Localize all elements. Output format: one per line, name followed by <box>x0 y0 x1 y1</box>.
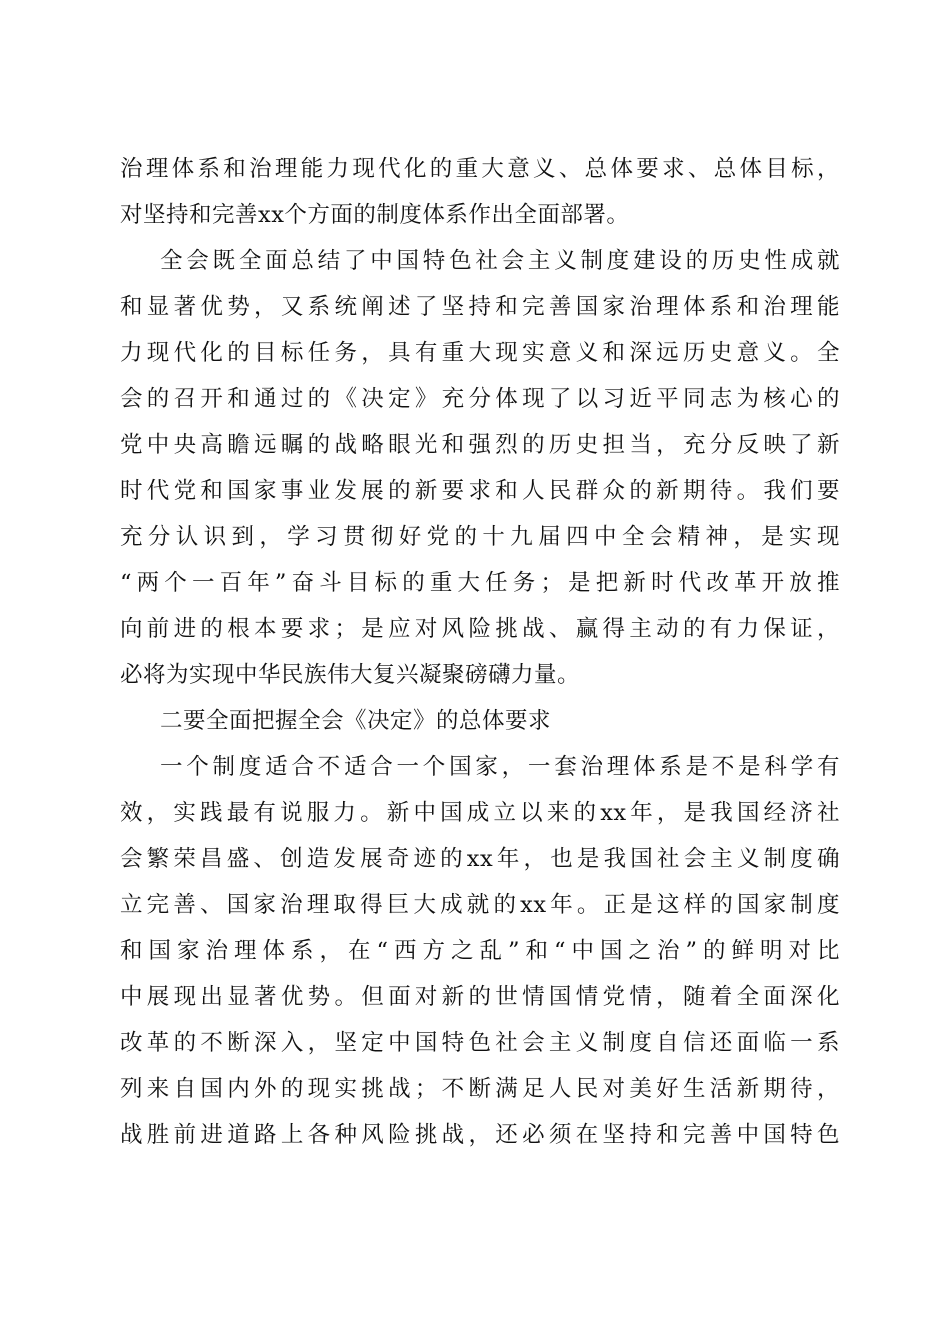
text-line: 治理体系和治理能力现代化的重大意义、总体要求、总体目标， <box>120 156 840 182</box>
text-line: 和显著优势，又系统阐述了坚持和完善国家治理体系和治理能 <box>120 294 840 320</box>
text-line: “两个一百年”奋斗目标的重大任务；是把新时代改革开放推 <box>120 570 840 596</box>
text-line: 对坚持和完善xx个方面的制度体系作出全面部署。 <box>120 202 630 228</box>
paragraph-start-line: 一个制度适合不适合一个国家，一套治理体系是不是科学有 <box>160 754 840 780</box>
text-line: 会繁荣昌盛、创造发展奇迹的xx年，也是我国社会主义制度确 <box>120 846 840 872</box>
section-heading: 二要全面把握全会《决定》的总体要求 <box>160 708 552 734</box>
text-line: 改革的不断深入，坚定中国特色社会主义制度自信还面临一系 <box>120 1030 840 1056</box>
text-line: 效，实践最有说服力。新中国成立以来的xx年，是我国经济社 <box>120 800 840 826</box>
text-line: 和国家治理体系，在“西方之乱”和“中国之治”的鲜明对比 <box>120 938 840 964</box>
body-text <box>120 146 840 1158</box>
text-line: 必将为实现中华民族伟大复兴凝聚磅礴力量。 <box>120 662 581 688</box>
text-line: 党中央高瞻远瞩的战略眼光和强烈的历史担当，充分反映了新 <box>120 432 840 458</box>
text-line: 向前进的根本要求；是应对风险挑战、赢得主动的有力保证， <box>120 616 840 642</box>
text-line: 列来自国内外的现实挑战；不断满足人民对美好生活新期待， <box>120 1076 840 1102</box>
text-line: 战胜前进道路上各种风险挑战，还必须在坚持和完善中国特色 <box>120 1122 840 1148</box>
text-line: 充分认识到，学习贯彻好党的十九届四中全会精神，是实现 <box>120 524 840 550</box>
text-line: 立完善、国家治理取得巨大成就的xx年。正是这样的国家制度 <box>120 892 840 918</box>
text-line: 时代党和国家事业发展的新要求和人民群众的新期待。我们要 <box>120 478 840 504</box>
text-line: 会的召开和通过的《决定》充分体现了以习近平同志为核心的 <box>120 386 840 412</box>
text-line: 力现代化的目标任务，具有重大现实意义和深远历史意义。全 <box>120 340 840 366</box>
text-line: 中展现出显著优势。但面对新的世情国情党情，随着全面深化 <box>120 984 840 1010</box>
paragraph-start-line: 全会既全面总结了中国特色社会主义制度建设的历史性成就 <box>160 248 840 274</box>
